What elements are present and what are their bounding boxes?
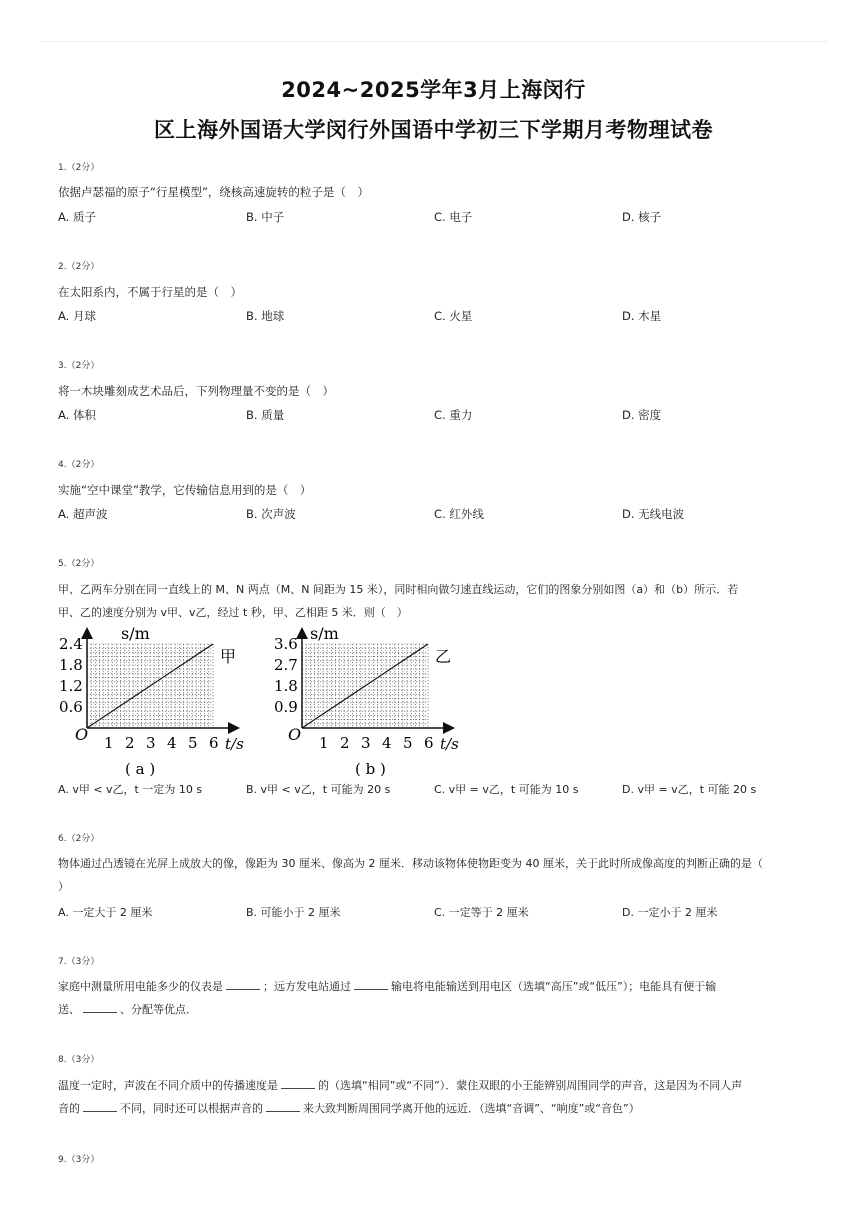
question-7-text-1c: 输电将电能输送到用电区（选填“高压”或“低压”）；电能具有便于输 <box>391 980 717 993</box>
x-tick-label: 3 <box>146 734 156 752</box>
question-7-text-line1 <box>58 976 716 998</box>
question-3-option-d[interactable]: D. 密度 <box>622 408 662 422</box>
question-7-blank-3[interactable] <box>83 1002 117 1013</box>
question-1-option-c[interactable]: C. 电子 <box>434 210 473 224</box>
y-tick-label: 3.6 <box>274 635 298 653</box>
x-tick-label: 3 <box>361 734 371 752</box>
question-7-text-line2 <box>58 999 197 1021</box>
question-1-option-d[interactable]: D. 核子 <box>622 210 662 224</box>
x-tick-label: 4 <box>167 734 177 752</box>
x-tick-label: 5 <box>403 734 413 752</box>
question-2-option-d[interactable]: D. 木星 <box>622 309 662 323</box>
x-tick-label: 2 <box>125 734 135 752</box>
question-6-text-line1: 物体通过凸透镜在光屏上成放大的像，像距为 30 厘米、像高为 2 厘米．移动该物体使物距变为 40 厘米，关于此时所成像高度的判断正确的是（ <box>58 857 763 870</box>
graph-b-caption: ( b ) <box>355 760 386 778</box>
question-5-number: 5.（2分） <box>58 559 100 569</box>
exam-title-line2: 区上海外国语大学闵行外国语中学初三下学期月考物理试卷 <box>154 118 713 142</box>
question-1-text: 依据卢瑟福的原子“行星模型”，绕核高速旋转的粒子是（ ） <box>58 185 369 199</box>
y-tick-label: 0.9 <box>274 698 298 716</box>
question-8-text-2b: 不同，同时还可以根据声音的 <box>120 1102 263 1115</box>
graph-b-xlabel: t/s <box>440 735 459 753</box>
question-2-text: 在太阳系内，不属于行星的是（ ） <box>58 285 242 299</box>
x-tick-label: 1 <box>319 734 329 752</box>
question-7-text-1a: 家庭中测量所用电能多少的仪表是 <box>58 980 223 993</box>
question-2-option-c[interactable]: C. 火星 <box>434 309 473 323</box>
graph-a-xlabel: t/s <box>225 735 244 753</box>
graph-a-ylabel: s/m <box>121 624 150 643</box>
y-tick-label: 2.7 <box>274 656 298 674</box>
question-8-text-line1 <box>58 1075 742 1097</box>
question-8-blank-1[interactable] <box>281 1078 315 1089</box>
question-4-number: 4.（2分） <box>58 460 100 470</box>
question-7-blank-1[interactable] <box>226 979 260 990</box>
question-5-option-a[interactable]: A. v甲 < v乙，t 一定为 10 s <box>58 783 203 796</box>
question-5-text-line2: 甲、乙的速度分别为 v甲、v乙，经过 t 秒，甲、乙相距 5 米．则（ ） <box>58 606 408 619</box>
graph-a-distance-time <box>55 622 260 782</box>
question-2-number: 2.（2分） <box>58 262 100 272</box>
x-tick-label: 6 <box>424 734 434 752</box>
question-8-blank-2[interactable] <box>83 1101 117 1112</box>
question-3-option-a[interactable]: A. 体积 <box>58 408 96 422</box>
question-5-option-c[interactable]: C. v甲 = v乙，t 可能为 10 s <box>434 783 579 796</box>
y-tick-label: 1.8 <box>59 656 83 674</box>
question-6-option-b[interactable]: B. 可能小于 2 厘米 <box>246 906 341 919</box>
x-tick-label: 2 <box>340 734 350 752</box>
question-8-blank-3[interactable] <box>266 1101 300 1112</box>
question-8-text-2a: 音的 <box>58 1102 80 1115</box>
question-9-number: 9.（3分） <box>58 1155 100 1165</box>
question-2-option-a[interactable]: A. 月球 <box>58 309 96 323</box>
question-8-number: 8.（3分） <box>58 1055 100 1065</box>
question-5-option-d[interactable]: D. v甲 = v乙，t 可能 20 s <box>622 783 757 796</box>
question-3-option-c[interactable]: C. 重力 <box>434 408 473 422</box>
question-4-text: 实施“空中课堂”教学，它传输信息用到的是（ ） <box>58 483 312 497</box>
question-7-text-2a: 送、 <box>58 1003 80 1016</box>
question-6-text-line2: ） <box>58 880 69 893</box>
question-3-text: 将一木块雕刻成艺术品后，下列物理量不变的是（ ） <box>58 384 334 398</box>
page-top-rule <box>40 41 827 42</box>
x-tick-label: 4 <box>382 734 392 752</box>
question-6-option-c[interactable]: C. 一定等于 2 厘米 <box>434 906 529 919</box>
y-tick-label: 0.6 <box>59 698 83 716</box>
y-tick-label: 1.8 <box>274 677 298 695</box>
question-8-text-line2 <box>58 1098 640 1120</box>
question-6-number: 6.（2分） <box>58 834 100 844</box>
question-8-text-1a: 温度一定时，声波在不同介质中的传播速度是 <box>58 1079 278 1092</box>
y-tick-label: 1.2 <box>59 677 83 695</box>
question-8-text-2c: 来大致判断周围同学离开他的远近．（选填“音调”、“响度”或“音色”） <box>303 1102 640 1115</box>
x-tick-label: 5 <box>188 734 198 752</box>
question-4-option-d[interactable]: D. 无线电波 <box>622 507 685 521</box>
exam-title-line1: 2024~2025学年3月上海闵行 <box>281 78 586 102</box>
question-1-option-b[interactable]: B. 中子 <box>246 210 285 224</box>
question-4-option-a[interactable]: A. 超声波 <box>58 507 108 521</box>
graph-b-distance-time <box>270 622 475 782</box>
question-7-number: 7.（3分） <box>58 957 100 967</box>
graph-a-origin: O <box>75 725 89 744</box>
question-8-text-1b: 的（选填“相同”或“不同”）．蒙住双眼的小王能辨别周围同学的声音，这是因为不同人声 <box>318 1079 743 1092</box>
question-3-option-b[interactable]: B. 质量 <box>246 408 285 422</box>
x-tick-label: 1 <box>104 734 114 752</box>
question-1-option-a[interactable]: A. 质子 <box>58 210 96 224</box>
question-5-option-b[interactable]: B. v甲 < v乙，t 可能为 20 s <box>246 783 391 796</box>
question-5-text-line1: 甲、乙两车分别在同一直线上的 M、N 两点（M、N 间距为 15 米），同时相向做匀速直线运动，它们的图象分别如图（a）和（b）所示．若 <box>58 583 739 596</box>
graph-b-ylabel: s/m <box>310 624 339 643</box>
question-1-number: 1.（2分） <box>58 163 100 173</box>
question-7-text-1b: ；远方发电站通过 <box>263 980 351 993</box>
question-7-text-2b: 、分配等优点． <box>120 1003 197 1016</box>
question-3-number: 3.（2分） <box>58 361 100 371</box>
graph-a-caption: ( a ) <box>125 760 156 778</box>
question-6-option-d[interactable]: D. 一定小于 2 厘米 <box>622 906 718 919</box>
graph-b-origin: O <box>288 725 302 744</box>
question-4-option-c[interactable]: C. 红外线 <box>434 507 484 521</box>
question-4-option-b[interactable]: B. 次声波 <box>246 507 296 521</box>
question-2-option-b[interactable]: B. 地球 <box>246 309 285 323</box>
x-tick-label: 6 <box>209 734 219 752</box>
graph-a-series-label: 甲 <box>220 647 237 666</box>
question-6-option-a[interactable]: A. 一定大于 2 厘米 <box>58 906 153 919</box>
graph-b-series-label: 乙 <box>435 647 452 666</box>
y-tick-label: 2.4 <box>59 635 83 653</box>
question-7-blank-2[interactable] <box>354 979 388 990</box>
